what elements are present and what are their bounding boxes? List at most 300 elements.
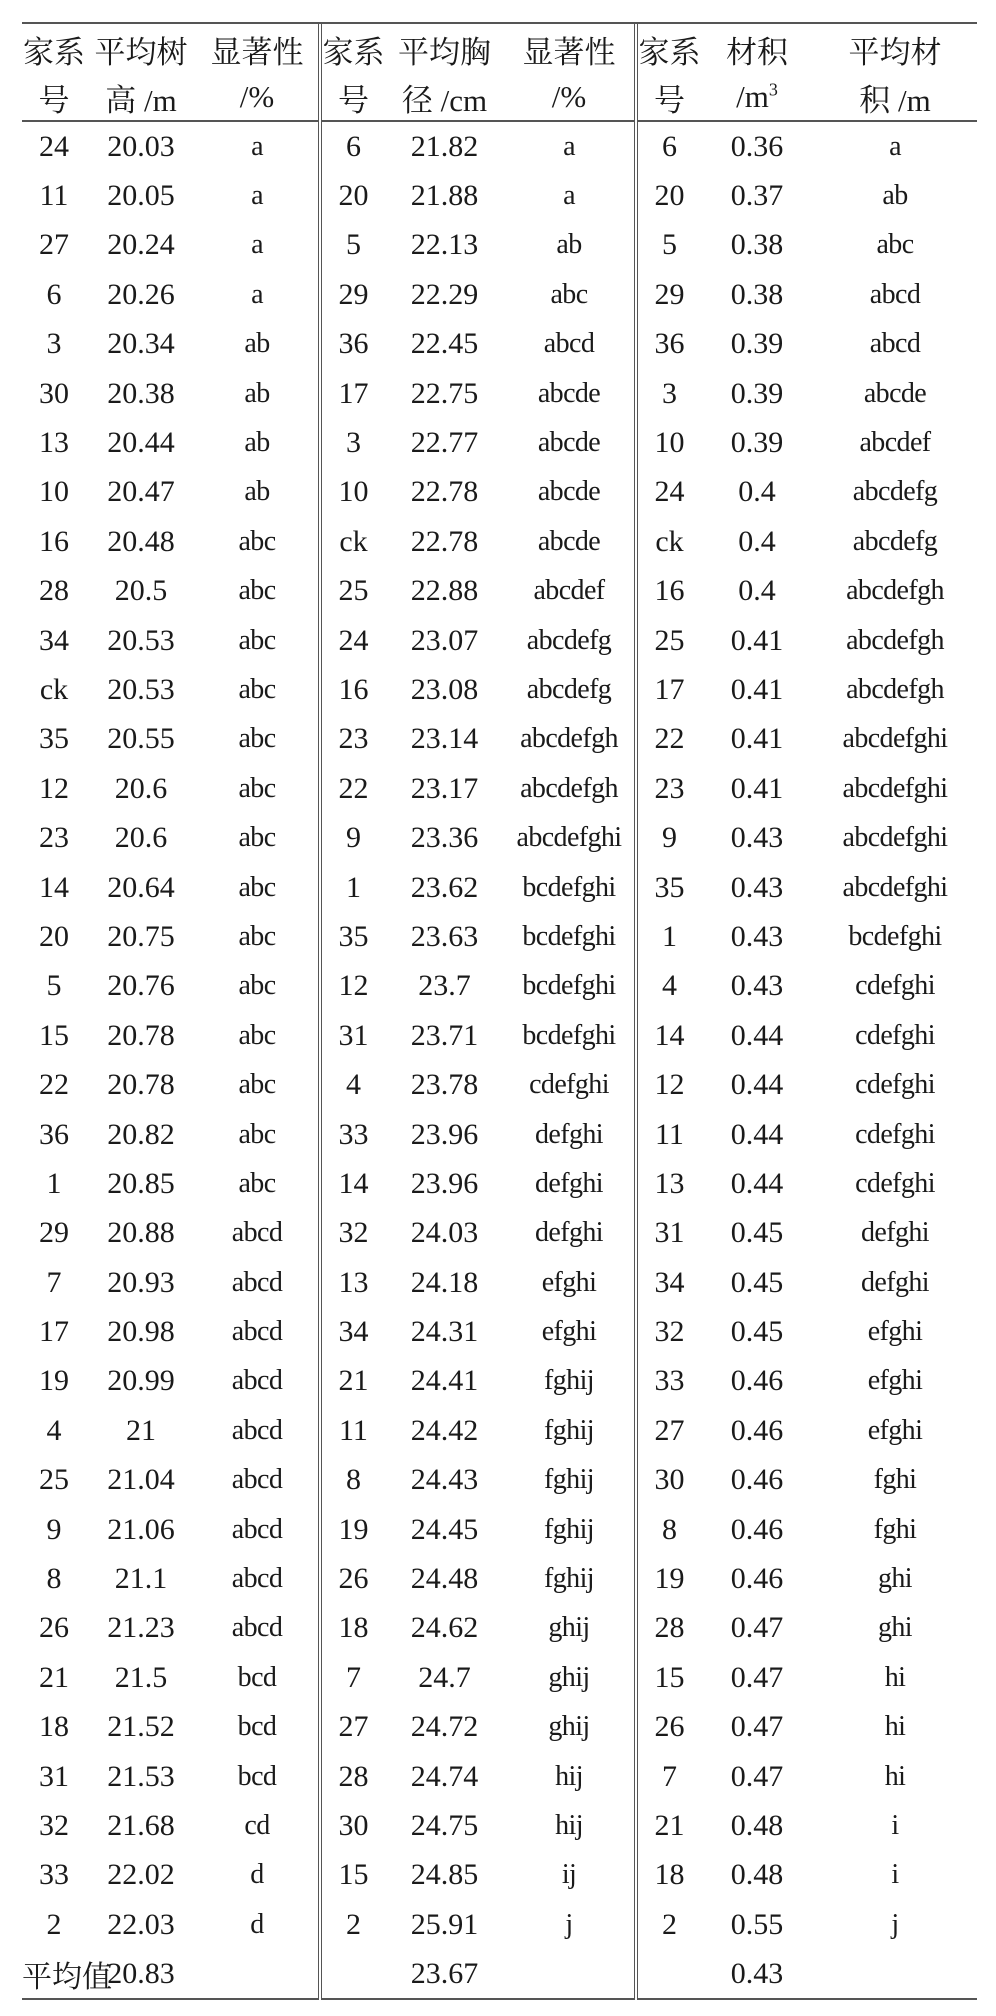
table-cell: 0.39 [730,426,784,460]
table-cell: d [196,1851,320,1900]
table-cell: abcd [196,1456,320,1505]
table-cell: abcd [196,1554,320,1603]
table-cell: fghij [504,1406,636,1455]
table-cell: fghij [504,1357,636,1406]
table-cell: 30 [39,376,69,410]
table-cell: 0.46 [730,1413,784,1447]
volume-unit-text: /m [736,79,769,114]
table-cell: 28 [654,1611,685,1645]
table-cell: fghij [504,1456,636,1505]
table-row [22,1110,977,1159]
table-cell: abcdefg [504,616,636,665]
table-cell: 21 [126,1413,156,1447]
table-cell: 0.39 [730,376,784,410]
table-cell: 21.52 [107,1710,175,1744]
table-cell: abc [504,270,636,319]
table-cell: 15 [338,1858,369,1892]
table-cell: 25 [338,574,369,608]
table-cell: 23.36 [410,821,479,855]
average-row [22,1949,977,1999]
table-cell: 1 [346,870,361,904]
table-cell: 22.77 [410,426,479,460]
table-cell: abcde [504,517,636,566]
table-cell: 27 [338,1710,369,1744]
table-cell: 3 [346,426,361,460]
table-cell: 4 [662,969,677,1003]
table-cell: hij [504,1752,636,1801]
table-cell: 0.47 [730,1710,784,1744]
table-cell: 0.44 [730,1117,784,1151]
table-cell: 13 [654,1166,685,1200]
table-cell: 22.88 [410,574,479,608]
table-cell: 0.48 [730,1808,784,1842]
table-cell: abcd [869,328,921,360]
table-cell: 0.48 [730,1858,784,1892]
table-cell: 2 [346,1907,361,1941]
table-cell: a [196,270,320,319]
table-cell: 20.6 [114,771,168,805]
table-row [22,1703,977,1752]
table-cell: 11 [339,1413,368,1447]
table-cell: 24.62 [410,1611,479,1645]
table-cell: 0.4 [738,574,776,608]
header-cell: /% [504,74,636,121]
table-row [22,764,977,813]
table-row [22,1851,977,1900]
table-cell: 9 [662,821,677,855]
table-cell: 0.55 [730,1907,784,1941]
table-cell: bcdefghi [504,1011,636,1060]
table-cell: 9 [46,1512,62,1546]
table-cell: cdefghi [855,1167,935,1199]
table-cell: 12 [338,969,369,1003]
table-cell: abcdefgh [504,764,636,813]
table-cell: abcdefghi [842,772,948,804]
table-cell: 3 [46,327,62,361]
table-cell: 0.47 [730,1660,784,1694]
table-cell: bcdefghi [504,912,636,961]
table-cell: 20 [39,919,69,953]
table-cell: 20.5 [114,574,168,608]
table-cell: ck [39,672,69,706]
table-row [22,1011,977,1060]
table-cell: abc [196,1060,320,1109]
table-cell: 0.45 [730,1265,784,1299]
table-cell: 35 [338,919,369,953]
table-cell: 19 [338,1512,369,1546]
table-cell: 32 [338,1216,369,1250]
header-cell: 家系 [638,34,701,70]
table-row [22,418,977,467]
table-cell: 20.55 [107,722,175,756]
table-cell: 15 [39,1018,69,1052]
table-cell: 20.64 [107,870,175,904]
table-cell: bcd [196,1752,320,1801]
volume-unit-superscript: 3 [768,79,778,100]
table-cell: ghij [504,1604,636,1653]
table-cell: 17 [338,376,369,410]
table-cell: 0.39 [730,327,784,361]
table-cell: 0.44 [730,1018,784,1052]
table-cell: 7 [46,1265,62,1299]
table-cell: ck [655,524,684,558]
table-cell: ab [882,180,908,212]
header-cell: 平均材 [848,34,942,70]
table-cell: 23.07 [410,623,479,657]
header-cell: 号 [320,74,385,121]
table-cell: 35 [654,870,685,904]
table-cell: 0.37 [730,179,784,213]
table-cell: 21.1 [114,1562,168,1596]
table-cell: 21.88 [410,179,479,213]
table-cell: 21.23 [107,1611,175,1645]
average-cell [636,1949,701,1999]
table-cell: 7 [346,1660,361,1694]
table-cell: 24 [654,475,685,509]
header-cell: 家系 [23,34,85,70]
table-cell: 0.46 [730,1364,784,1398]
table-cell: i [891,1809,899,1841]
table-cell: 0.41 [730,623,784,657]
table-cell: 13 [39,426,69,460]
table-row [22,1060,977,1109]
table-cell: 21.5 [114,1660,168,1694]
table-cell: 24.74 [410,1759,479,1793]
table-cell: 18 [39,1710,69,1744]
table-cell: abc [196,616,320,665]
table-cell: 26 [654,1710,685,1744]
table-cell: bcd [196,1653,320,1702]
table-cell: 4 [46,1413,62,1447]
table-cell: ghij [504,1703,636,1752]
table-cell: 20.78 [107,1018,175,1052]
table-cell: 10 [39,475,69,509]
table-cell: 20.38 [107,376,175,410]
table-cell: 22.03 [107,1907,175,1941]
table-row [22,863,977,912]
table-cell: 24.48 [410,1562,479,1596]
table-cell: cdefghi [504,1060,636,1109]
table-cell: 20.88 [107,1216,175,1250]
table-cell: 2 [662,1907,677,1941]
table-cell: 22.45 [410,327,479,361]
table-cell: 0.47 [730,1759,784,1793]
table-cell: fghij [504,1505,636,1554]
table-row [22,320,977,369]
table-cell: 31 [39,1759,69,1793]
table-cell: 23.96 [410,1117,479,1151]
table-cell: a [504,171,636,220]
table-cell: abc [196,813,320,862]
table-header [22,24,977,121]
table-cell: 19 [39,1364,69,1398]
table-cell: 24.43 [410,1463,479,1497]
table-cell: 21.68 [107,1808,175,1842]
table-cell: abcde [504,468,636,517]
table-cell: 0.45 [730,1216,784,1250]
table-cell: 20.53 [107,623,175,657]
table-cell: ab [196,320,320,369]
table-cell: 23.17 [410,771,479,805]
table-cell: 7 [662,1759,677,1793]
table-cell: 0.45 [730,1315,784,1349]
table-cell: abc [196,517,320,566]
table-row [22,962,977,1011]
table-cell: defghi [504,1209,636,1258]
table-cell: 0.43 [730,919,784,953]
table-cell: 20 [338,179,369,213]
header-cell: 径 /cm [385,74,504,121]
table-cell: 6 [662,129,677,163]
table-cell: abc [196,1159,320,1208]
table-cell: abc [876,229,914,261]
table-row [22,1258,977,1307]
table-cell: 22 [654,722,685,756]
table-cell: 5 [662,228,677,262]
table-cell: 14 [338,1166,369,1200]
table-cell: 1 [662,919,677,953]
table-cell: cd [196,1801,320,1850]
table-cell: ghij [504,1653,636,1702]
table-cell: 35 [39,722,69,756]
table-cell: abcdefghi [504,813,636,862]
table-cell: 23.96 [410,1166,479,1200]
table-cell: 16 [338,672,369,706]
table-cell: abc [196,863,320,912]
table-cell: a [196,121,320,171]
table-row [22,1456,977,1505]
table-row [22,1159,977,1208]
table-row [22,1505,977,1554]
table-row [22,221,977,270]
table-row [22,1604,977,1653]
table-cell: cdefghi [855,1118,935,1150]
header-cell: 显著性 [196,24,320,74]
average-cell [504,1949,636,1999]
table-cell: 31 [654,1216,685,1250]
table-cell: 20.76 [107,969,175,1003]
table-cell: 30 [338,1808,369,1842]
table-cell: 24 [338,623,369,657]
table-cell: 33 [39,1858,69,1892]
table-cell: 0.43 [730,821,784,855]
table-cell: 26 [338,1562,369,1596]
table-cell: ab [196,468,320,517]
table-cell: abcd [196,1357,320,1406]
table-cell: 34 [338,1315,369,1349]
table-cell: 20.93 [107,1265,175,1299]
table-row [22,517,977,566]
family-growth-table [22,24,977,2000]
table-cell: 36 [39,1117,69,1151]
table-cell: 20.6 [114,821,168,855]
table-cell: hi [884,1760,906,1792]
table-cell: ghi [878,1612,912,1644]
table-cell: abcde [504,418,636,467]
table-cell: abc [196,1011,320,1060]
table-cell: 0.41 [730,672,784,706]
table-cell: a [504,121,636,171]
table-cell: abcdef [859,427,931,459]
table-cell: 29 [338,277,369,311]
table-cell: 14 [654,1018,685,1052]
table-cell: abc [196,764,320,813]
table-cell: 24.75 [410,1808,479,1842]
table-cell: 23.14 [410,722,479,756]
table-row [22,468,977,517]
table-cell: 36 [654,327,685,361]
table-cell: 24.72 [410,1710,479,1744]
table-cell: 23.08 [410,672,479,706]
table-cell: hi [884,1711,906,1743]
table-cell: 8 [346,1463,361,1497]
table-cell: 0.41 [730,771,784,805]
table-cell: abcdefgh [846,624,944,656]
table-cell: 20.03 [107,129,175,163]
table-cell: 21 [39,1660,69,1694]
table-cell: 0.4 [738,524,776,558]
table-row [22,1900,977,1949]
table-row [22,1307,977,1356]
table-cell: 17 [39,1315,69,1349]
average-cell: 0.43 [701,1949,813,1999]
table-cell: 20.26 [107,277,175,311]
table-cell: 28 [338,1759,369,1793]
table-body [22,121,977,1999]
average-cell [813,1949,977,1999]
table-cell: 32 [654,1315,685,1349]
table-cell: 24.31 [410,1315,479,1349]
table-cell: a [889,130,901,162]
table-row [22,1801,977,1850]
table-cell: 2 [46,1907,62,1941]
table-cell: abcde [504,369,636,418]
table-row [22,1209,977,1258]
table-row [22,715,977,764]
table-cell: 20.98 [107,1315,175,1349]
table-cell: abcd [196,1604,320,1653]
average-cell [196,1949,320,1999]
table-cell: hij [504,1801,636,1850]
table-cell: 3 [662,376,677,410]
table-cell: abc [196,715,320,764]
table-cell: cdefghi [855,1019,935,1051]
table-cell: 8 [46,1562,62,1596]
table-cell: abcd [869,278,921,310]
table-cell: 18 [654,1858,685,1892]
table-cell: 25 [654,623,685,657]
table-cell: 6 [46,277,62,311]
table-cell: 0.43 [730,969,784,1003]
table-cell: 36 [338,327,369,361]
table-cell: 8 [662,1512,677,1546]
header-cell: 号 [636,74,701,121]
table-cell: 23.71 [410,1018,479,1052]
table-cell: abcdefghi [842,822,948,854]
table-cell: 14 [39,870,69,904]
table-cell: 20.44 [107,426,175,460]
table-cell: bcdefghi [848,920,942,952]
table-cell: 23.63 [410,919,479,953]
table-cell: d [196,1900,320,1949]
table-cell: 30 [654,1463,685,1497]
table-cell: 24.18 [410,1265,479,1299]
average-cell: 20.83 [86,1949,196,1999]
table-cell: efghi [867,1316,923,1348]
table-cell: 20.53 [107,672,175,706]
header-cell: 显著性 [504,24,636,74]
table-cell: 33 [654,1364,685,1398]
table-cell: 23.7 [418,969,471,1003]
table-cell: 26 [39,1611,69,1645]
table-cell: a [196,221,320,270]
table-cell: 27 [654,1413,685,1447]
table-cell: abcdefghi [842,723,948,755]
table-cell: 20.48 [107,524,175,558]
table-row [22,912,977,961]
table-cell: 24.42 [410,1413,479,1447]
table-cell: 16 [39,524,69,558]
header-cell: /% [196,74,320,121]
table-cell: 29 [39,1216,69,1250]
table-cell: 28 [39,574,69,608]
table-cell: abcdefg [852,476,938,508]
table-cell: 0.46 [730,1463,784,1497]
header-cell: 号 [22,74,86,121]
table-cell: ck [339,524,368,558]
header-cell: 平均胸 [398,34,491,70]
table-cell: ab [196,369,320,418]
table-cell: 0.41 [730,722,784,756]
table-cell: 0.43 [730,870,784,904]
table-row [22,270,977,319]
table-cell: 20.75 [107,919,175,953]
table-row [22,369,977,418]
table-cell: abc [196,567,320,616]
table-cell: abcd [196,1258,320,1307]
table-cell: efghi [504,1258,636,1307]
table-cell: 5 [346,228,361,262]
table-cell: 10 [654,426,685,460]
table-cell: ghi [878,1563,912,1595]
table-cell: 22 [338,771,369,805]
table-cell: 4 [346,1068,361,1102]
header-cell: 家系 [322,34,385,70]
table-cell: i [891,1859,899,1891]
table-cell: abcd [196,1505,320,1554]
table-row [22,1357,977,1406]
table-cell: 12 [654,1068,685,1102]
table-cell: abc [196,912,320,961]
table-cell: ij [504,1851,636,1900]
table-cell: efghi [867,1365,923,1397]
average-cell: 23.67 [385,1949,504,1999]
average-cell [320,1949,385,1999]
table-cell: efghi [504,1307,636,1356]
table-cell: 0.36 [730,129,784,163]
table-cell: 22.78 [410,524,479,558]
table-cell: 34 [39,623,69,657]
table-cell: 23 [654,771,685,805]
table-cell: abcd [196,1406,320,1455]
table-cell: fghi [873,1464,917,1496]
table-cell: 0.38 [730,277,784,311]
table-cell: 20.34 [107,327,175,361]
table-cell: 5 [46,969,62,1003]
table-cell: 9 [346,821,361,855]
table-cell: 16 [654,574,685,608]
table-cell: 0.47 [730,1611,784,1645]
